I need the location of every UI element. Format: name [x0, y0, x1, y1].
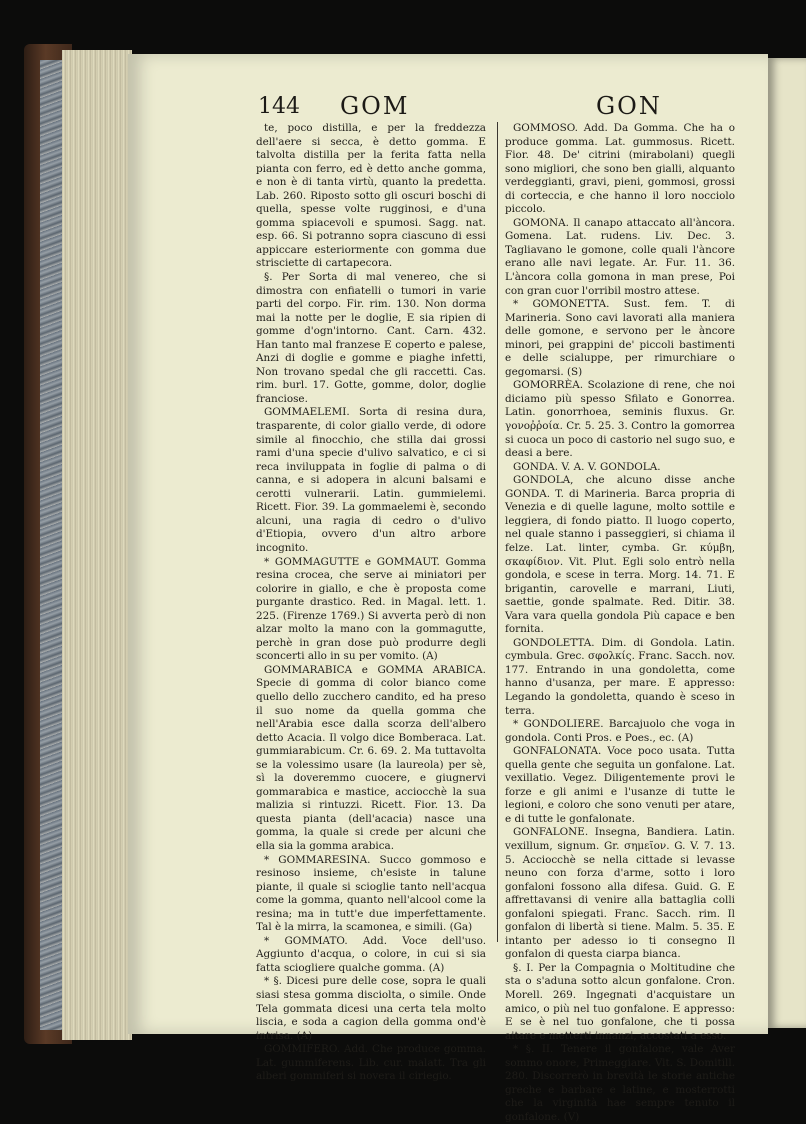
entry-paragraph: GOMMARABICA e GOMMA ARABICA. Specie di gomma di color bianco come quello dello zucchero candito, ed ha preso il suo nome da quella gomma che nell'Arabia esce dalla scorza dell'albero detto Acacia. Il volgo dice Bomberaca. Lat. gummiarabicum. Cr. 6. 69. 2. Ma tuttavolta se la volessimo usare (la laureola) per sè, sì la doveremmo cuocere, e giugnervi gommarabica e mastice, acciocchè la sua malizia si rintuzzi. Ricett. Fior. 13. Da questa pianta (dell'acacia) nasce una gomma, la quale si crede per alcuni che ella sia la gomma arabica. — [256, 663, 486, 852]
entry-paragraph: * §. II. Tenere il gonfalone, vale Aver sommo onore, Primeggiare. Vit. S. Domitill. 280. Discorrerò in brevità le storie antiche greche e barbare e latine, e mosterrotti che la virginità hae sempre tenuto il gonfalone. (V) — [505, 1043, 735, 1123]
page-number: 144 — [258, 94, 300, 119]
entry-paragraph: GONFALONATA. Voce poco usata. Tutta quella gente che seguita un gonfalone. Lat. vexillatio. Vegez. Diligentemente provi le forze e gli animi e l'usanze di tutte le legioni, e coloro che sono venuti per atare, e di tutte le gonfalonate. — [505, 745, 735, 825]
entry-paragraph: §. I. Per la Compagnia o Moltitudine che sta o s'aduna sotto alcun gonfalone. Cron. Morell. 269. Ingegnati d'acquistare un amico, o più nel tuo gonfalone. E appresso: E se è nel tuo gonfalone, che ti possa aitare e metterti innanzi, accostati a esso. — [505, 961, 735, 1042]
entry-paragraph: * GOMMARESINA. Succo gommoso e resinoso insieme, ch'esiste in talune piante, il quale si scioglie tanto nell'acqua come la gomma, quanto nell'alcool come la resina; ma in tutt'e due imperfettamente. Tal è la mirra, la scamonea, e simili. (Ga) — [256, 853, 486, 934]
entry-paragraph: GOMMAELEMI. Sorta di resina dura, trasparente, di color giallo verde, di odore simile al finocchio, che stilla dai grossi rami d'una specie d'ulivo salvatico, e ci si reca inviluppata in foglie di palma o di canna, e si adopera in alcuni balsami e cerotti vulnerarii. Latin. gummielemi. Ricett. Fior. 39. La gommaelemi è, secondo alcuni, una ragia di cedro o d'ulivo d'Etiopia, ovvero d'un altro arbore incognito. — [256, 406, 486, 554]
entry-paragraph: GONDOLETTA. Dim. di Gondola. Latin. cymbula. Grec. σφολκίς. Franc. Sacch. nov. 177. Entrando in una gondoletta, come hanno d'usanza, per mare. E appresso: Legando la gondoletta, quando è sceso in terra. — [505, 636, 735, 717]
entry-paragraph: * GOMMATO. Add. Voce dell'uso. Aggiunto d'acqua, o colore, in cui si sia fatta sciogliere qualche gomma. (A) — [256, 934, 486, 974]
entry-paragraph: * GOMONETTA. Sust. fem. T. di Marineria. Sono cavi lavorati alla maniera delle gomone, e servono per le àncore minori, pei grappini de' piccoli bastimenti e delle scialuppe, per rimurchiare o gegomarsi. (S) — [505, 298, 735, 378]
guide-word-right: GON — [596, 92, 662, 120]
entry-paragraph: * GONDOLIERE. Barcajuolo che voga in gondola. Conti Pros. e Poes., ec. (A) — [505, 718, 735, 744]
next-page-edge — [768, 58, 806, 1028]
entry-paragraph: GOMMOSO. Add. Da Gomma. Che ha o produce gomma. Lat. gummosus. Ricett. Fior. 48. De' citrini (mirabolani) quegli sono migliori, che sono ben gialli, alquanto verdeggianti, gravi, pieni, gommosi, grossi di corteccia, e che hanno il loro nocciolo piccolo. — [505, 122, 735, 216]
entry-paragraph: * §. Dicesi pure delle cose, sopra le quali siasi stesa gomma disciolta, o simile. Onde Tela gommata dicesi una certa tela molto liscia, e soda a cagion della gomma ond'è intrisa. (A) — [256, 975, 486, 1042]
entry-paragraph: GOMMIFERO. Add. Che produce gomma. Lat. gummiferens. Lib. cur. malatt. Tra gli alberi gommiferi si novera il ciriegio. — [256, 1043, 486, 1083]
left-column — [256, 122, 486, 1084]
entry-paragraph: GONFALONE. Insegna, Bandiera. Latin. vexillum, signum. Gr. σημεῖον. G. V. 7. 13. 5. Acciocchè se nella cittade si levasse neuno con forza d'arme, sotto i loro gonfaloni fossono alla difesa. Guid. G. E affrettavansi di venire alla battaglia colli gonfaloni spiegati. Franc. Sacch. rim. Il gonfalon di libertà si tiene. Malm. 5. 35. E intanto per adesso io ti consegno Il gonfalon di questa ciarpa bianca. — [505, 826, 735, 961]
entry-paragraph: GOMORRÈA. Scolazione di rene, che noi diciamo più spesso Sfilato e Gonorrea. Latin. gonorrhoea, seminis fluxus. Gr. γονοῤῥοία. Cr. 5. 25. 3. Contro la gomorrea si cuoca un poco di castorio nel sugo suo, e deasi a bere. — [505, 379, 735, 460]
right-column — [505, 122, 735, 1124]
entry-paragraph: * GOMMAGUTTE e GOMMAUT. Gomma resina crocea, che serve ai miniatori per colorire in giallo, e che è proposta come purgante drastico. Red. in Magal. lett. 1. 225. (Firenze 1769.) Si avverta però di non alzar molto la mano con la gommagutte, perchè in gran dose può produrre degli sconcerti allo in su per vomito. (A) — [256, 555, 486, 663]
page-edges — [62, 50, 132, 1040]
entry-paragraph: GONDOLA, che alcuno disse anche GONDA. T. di Marineria. Barca propria di Venezia e di quelle lagune, molto sottile e leggiera, di fondo piatto. Il luogo coperto, nel quale stanno i passeggieri, si chiama il felze. Lat. linter, cymba. Gr. κύμβη, σκαφίδιον. Vit. Plut. Egli solo entrò nella gondola, e scese in terra. Morg. 14. 71. E brigantin, carovelle e marrani, Liuti, saettie, gonde spalmate. Red. Ditir. 38. Vara vara quella gondola Più capace e ben fornita. — [505, 474, 735, 636]
guide-word-left: GOM — [340, 92, 410, 120]
entry-paragraph: §. Per Sorta di mal venereo, che si dimostra con enfiatelli o tumori in varie parti del corpo. Fir. rim. 130. Non dorma mai la notte per le doglie, E sia ripien di gomme d'ogn'intorno. Cant. Carn. 432. Han tanto mal franzese E coperto e palese, Anzi di doglie e gomme e piaghe infetti, Non trovano spedal che gli raccetti. Cas. rim. burl. 17. Gotte, gomme, dolor, doglie franciose. — [256, 271, 486, 405]
running-header — [258, 92, 728, 126]
entry-paragraph: GONDA. V. A. V. GONDOLA. — [513, 460, 661, 473]
entry-paragraph: te, poco distilla, e per la freddezza dell'aere si secca, è detto gomma. E talvolta distilla per la ferita fatta nella pianta con ferro, ed è detto anche gomma, e non è di tanta virtù, quanto la predetta. Lab. 260. Riposto sotto gli oscuri boschi di quella, spesse volte rugginosi, e d'una gomma spiacevoli e spumosi. Sagg. nat. esp. 66. Si potranno sopra ciascuno di essi appiccare esteriormente con gomma due strisciette di cartapecora. — [256, 122, 486, 270]
entry-paragraph: GOMONA. Il canapo attaccato all'àncora. Gomena. Lat. rudens. Liv. Dec. 3. Tagliavano le gomone, colle quali l'àncore erano alle navi legate. Ar. Fur. 11. 36. L'àncora colla gomona in man prese, Poi con gran cuor l'orribil mostro attese. — [505, 216, 735, 297]
column-divider — [497, 122, 498, 942]
